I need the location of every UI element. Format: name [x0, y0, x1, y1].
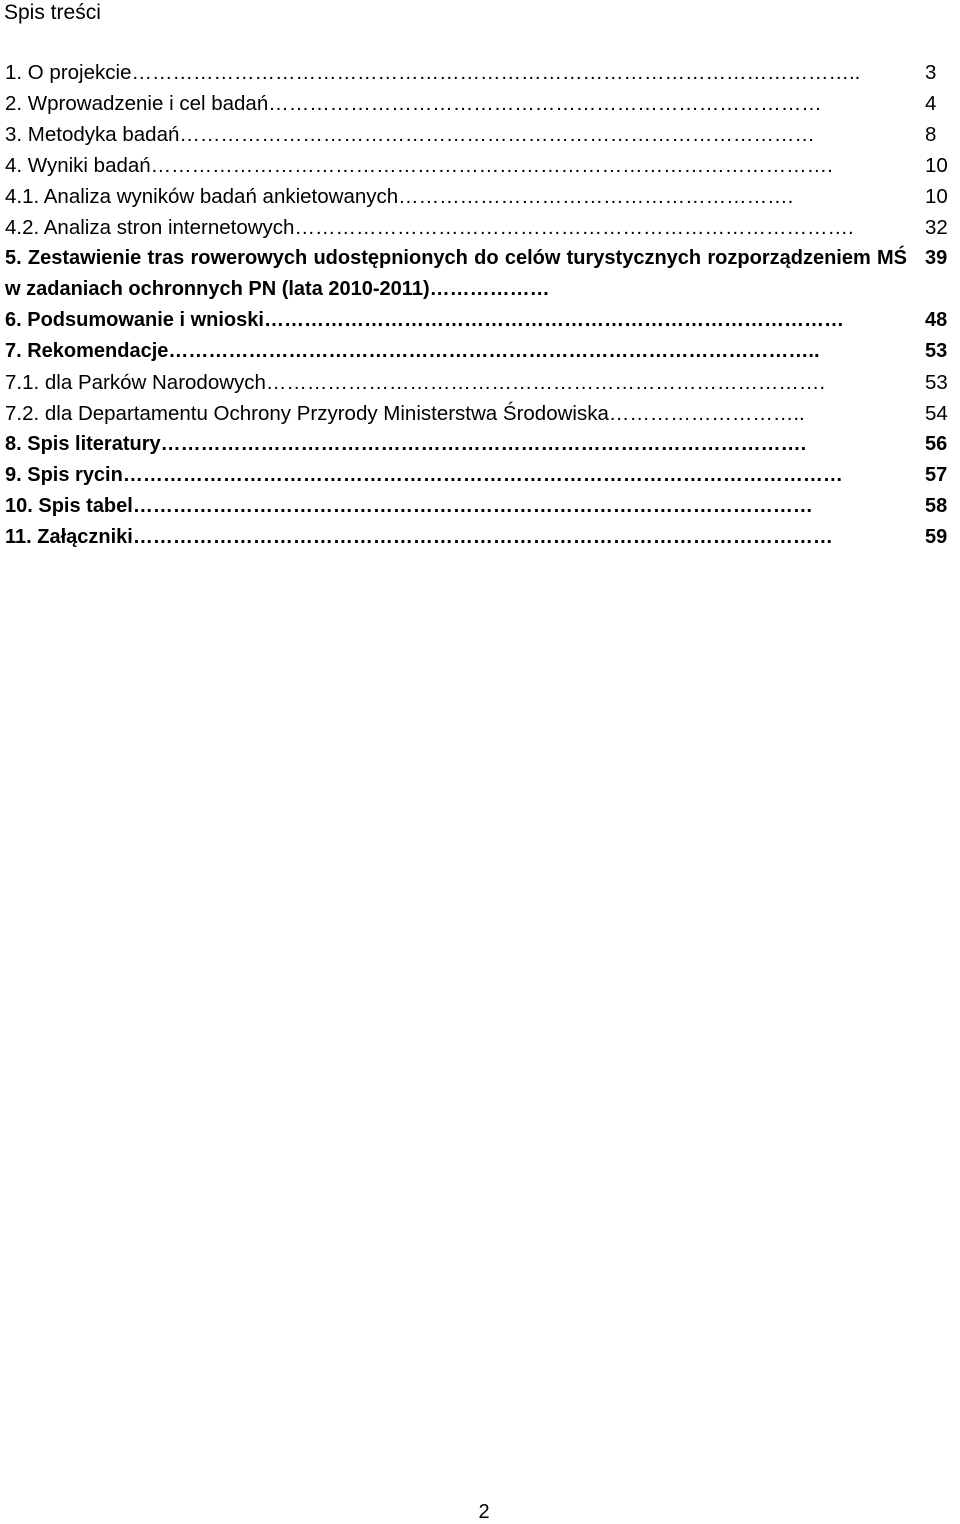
toc-entry-label: 1. O projekcie……………………………………………………………………………………………..	[5, 61, 861, 84]
toc-entry-page-number: 48	[925, 309, 948, 331]
toc-entry-spis-rycin[interactable]	[5, 460, 955, 491]
toc-entry-wyniki[interactable]	[5, 150, 955, 181]
toc-entry-label: 5. Zestawienie tras rowerowych udostępnionych do celów turystycznych rozporządzeniem MŚ w zadaniach ochronnych PN (lata 2010-2011)………………	[5, 247, 907, 300]
toc-entry-page-number: 57	[925, 464, 948, 486]
toc-entry-label: 4. Wyniki badań……………………………………………………………………………………….	[5, 154, 833, 177]
toc-entry-label: 7. Rekomendacje……………………………………………………………………………………..	[5, 340, 820, 362]
toc-entry-label: 4.2. Analiza stron internetowych……………………………………………………………………….	[5, 216, 854, 239]
toc-entry-label: 7.1. dla Parków Narodowych……………………………………………………………………….	[5, 371, 826, 394]
toc-entry-page-number: 32	[925, 216, 948, 239]
toc-entry-label: 2. Wprowadzenie i cel badań………………………………………………………………………	[5, 92, 822, 115]
toc-entry-page-number: 56	[925, 433, 948, 455]
toc-entry-rekomendacje-departament[interactable]	[5, 398, 955, 429]
toc-entry-spis-tabel[interactable]	[5, 491, 955, 522]
toc-entry-page-number: 3	[925, 61, 937, 84]
toc-entry-page-number: 39	[925, 247, 948, 269]
toc-entry-page-number: 54	[925, 402, 948, 425]
toc-entry-page-number: 53	[925, 340, 948, 362]
toc-entry-page-number: 8	[925, 123, 937, 146]
toc-entry-metodyka[interactable]	[5, 119, 955, 150]
toc-entry-zalaczniki[interactable]	[5, 522, 955, 553]
toc-entry-podsumowanie[interactable]	[5, 305, 955, 336]
toc-entry-label: 3. Metodyka badań…………………………………………………………………………………	[5, 123, 815, 146]
toc-entry-zestawienie-tras[interactable]	[5, 243, 955, 305]
toc-entry-label: 7.2. dla Departamentu Ochrony Przyrody Ministerstwa Środowiska………………………..	[5, 402, 805, 425]
toc-entry-label: 8. Spis literatury…………………………………………………………………………………….	[5, 433, 807, 455]
page-title: Spis treści	[4, 1, 101, 24]
toc-entry-page-number: 4	[925, 92, 937, 115]
toc-entry-wprowadzenie[interactable]	[5, 88, 955, 119]
toc-entry-rekomendacje[interactable]	[5, 336, 955, 367]
page-number-footer: 2	[478, 1501, 490, 1523]
toc-entry-o-projekcie[interactable]	[5, 57, 955, 88]
toc-entry-label: 9. Spis rycin………………………………………………………………………………………………	[5, 464, 843, 486]
toc-entry-page-number: 58	[925, 495, 948, 517]
toc-entry-page-number: 59	[925, 526, 948, 548]
toc-entry-page-number: 10	[925, 185, 948, 208]
toc-entry-analiza-ankiet[interactable]	[5, 181, 955, 212]
toc-entry-page-number: 10	[925, 154, 948, 177]
toc-entry-spis-literatury[interactable]	[5, 429, 955, 460]
toc-entry-page-number: 53	[925, 371, 948, 394]
toc-entry-label: 6. Podsumowanie i wnioski……………………………………………………………………………	[5, 309, 844, 331]
toc-entry-label: 11. Załączniki……………………………………………………………………………………………	[5, 526, 833, 548]
toc-entry-label: 10. Spis tabel…………………………………………………………………………………………	[5, 495, 813, 517]
toc-entry-analiza-stron[interactable]	[5, 212, 955, 243]
toc-entry-rekomendacje-parki[interactable]	[5, 367, 955, 398]
toc-entry-label: 4.1. Analiza wyników badań ankietowanych………………………………………………….	[5, 185, 794, 208]
